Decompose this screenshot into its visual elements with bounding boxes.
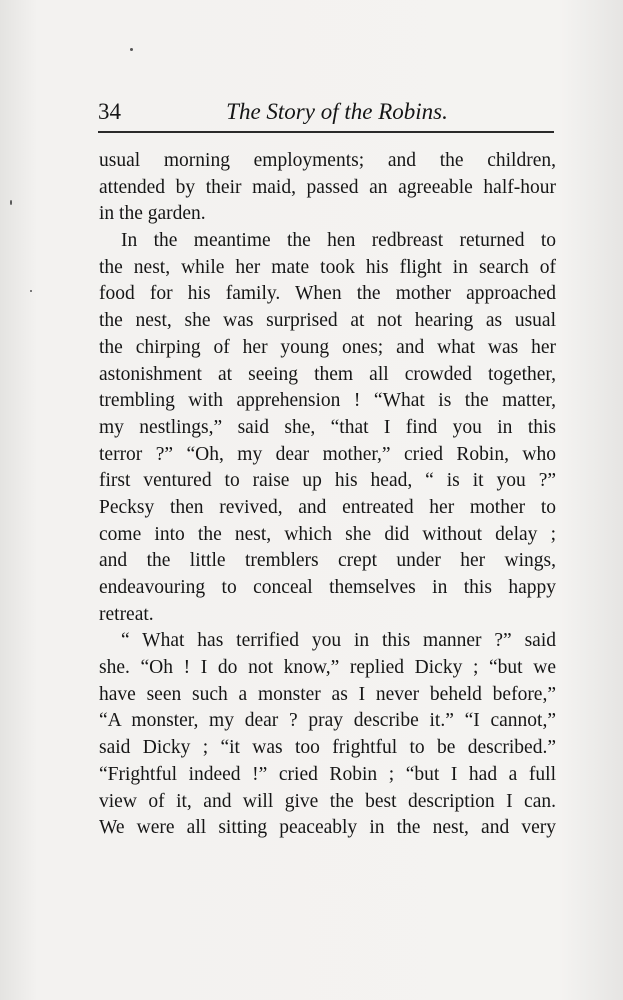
text-line: first ventured to raise up his head, “ is it you ?” [99,470,556,492]
text-line: she. “Oh ! I do not know,” replied Dicky ; “but we [99,657,556,679]
text-line: said Dicky ; “it was too frightful to be described.” [99,737,556,759]
text-line: the nest, she was surprised at not hearing as usual [99,310,556,332]
text-line: We were all sitting peaceably in the nest, and very [99,817,556,839]
text-line: the chirping of her young ones; and what was her [99,336,556,358]
running-title: The Story of the Robins. [226,99,448,124]
text-line: usual morning employments; and the children, [99,150,556,171]
text-line: in the garden. [99,203,206,225]
text-line: In the meantime the hen redbreast returned to [121,230,556,252]
header-rule [98,131,554,133]
body-text [99,148,556,842]
text-line: come into the nest, which she did without delay ; [99,523,556,545]
text-line: the nest, while her mate took his flight in search of [99,256,556,278]
text-line: terror ?” “Oh, my dear mother,” cried Robin, who [99,443,556,465]
text-line: “Frightful indeed !” cried Robin ; “but I had a full [99,763,556,785]
text-line: and the little tremblers crept under her wings, [99,550,556,572]
text-line: attended by their maid, passed an agreeable half-hour [99,176,556,198]
ink-speck [130,48,133,51]
running-header [98,96,554,128]
text-line: endeavouring to conceal themselves in this happy [99,577,556,598]
text-line: my nestlings,” said she, “that I find you in this [99,416,556,438]
text-line: astonishment at seeing them all crowded together, [99,363,556,385]
text-line: have seen such a monster as I never beheld before,” [99,683,556,705]
text-line: view of it, and will give the best description I can. [99,790,556,812]
page-number: 34 [98,99,121,124]
text-line: Pecksy then revived, and entreated her mother to [99,496,556,518]
text-line: “A monster, my dear ? pray describe it.” “I cannot,” [99,710,556,732]
text-line: food for his family. When the mother approached [99,283,556,305]
text-line: “ What has terrified you in this manner ?” said [121,630,556,652]
text-line: retreat. [99,603,154,625]
text-line: trembling with apprehension ! “What is the matter, [99,390,556,412]
ink-speck [30,290,32,292]
ink-speck [10,200,12,205]
